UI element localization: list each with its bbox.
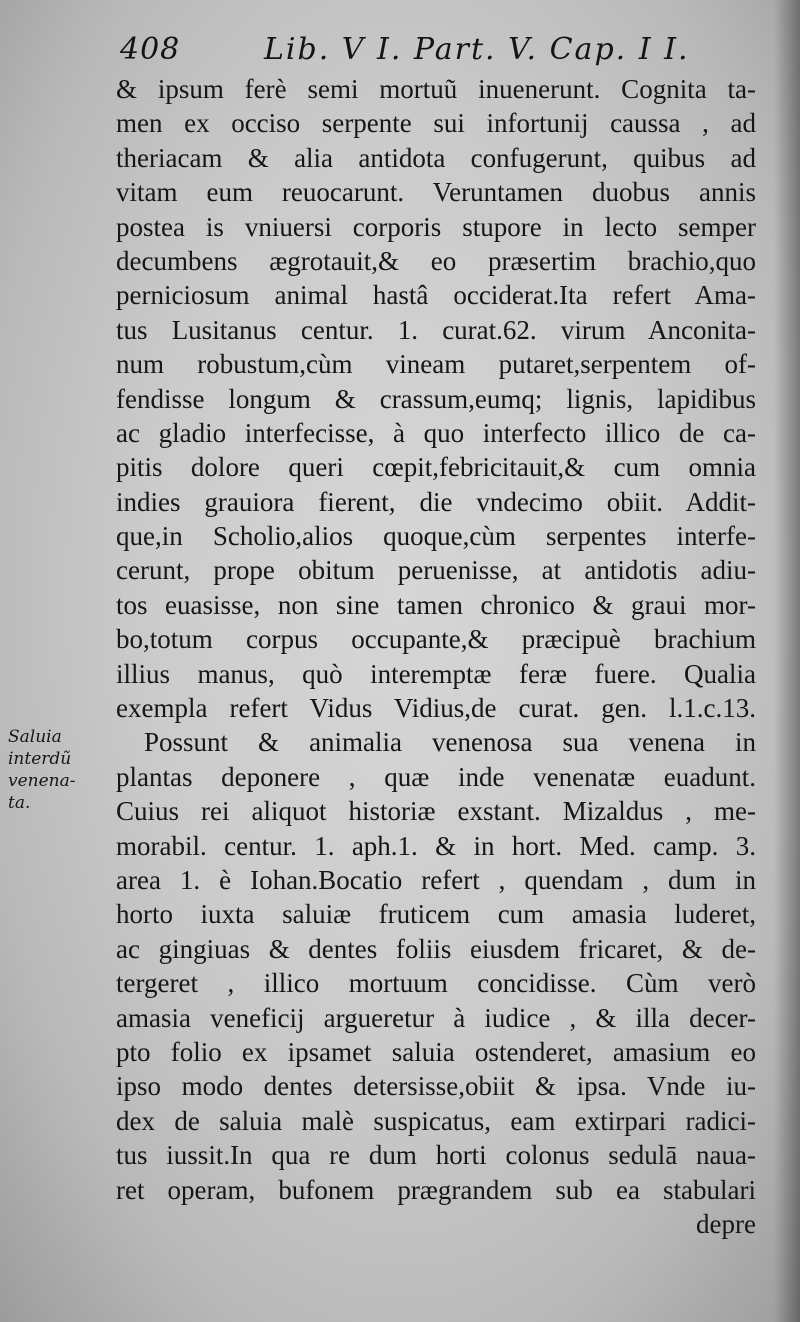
text-line: men ex occiso serpente sui infortunij caussa , ad: [116, 108, 756, 139]
text-line: pitis dolore queri cœpit,febricitauit,& cum omnia: [116, 452, 756, 483]
running-head: [114, 28, 754, 72]
text-line: ac gladio interfecisse, à quo interfecto illico de ca-: [116, 417, 756, 448]
text-line: tos euasisse, non sine tamen chronico & graui mor-: [116, 589, 756, 620]
text-line: morabil. centur. 1. aph.1. & in hort. Med. camp. 3.: [116, 830, 756, 861]
text-line: vitam eum reuocarunt. Veruntamen duobus annis: [116, 177, 756, 208]
running-head-title: Lib. V I. Part. V. Cap. I I.: [264, 32, 690, 67]
page-edge-shadow: [774, 0, 800, 1322]
text-line: theriacam & alia antidota confugerunt, quibus ad: [116, 142, 756, 173]
text-line: tus Lusitanus centur. 1. curat.62. virum Anconita-: [116, 314, 756, 345]
text-line: bo,totum corpus occupante,& præcipuè brachium: [116, 624, 756, 655]
text-line: amasia veneficij argueretur à iudice , & illa decer-: [116, 1002, 756, 1033]
text-line: Possunt & animalia venenosa sua venena in: [144, 727, 756, 758]
text-line: ac gingiuas & dentes foliis eiusdem fricaret, & de-: [116, 933, 756, 964]
text-line: pto folio ex ipsamet saluia ostenderet, amasium eo: [116, 1036, 756, 1067]
catchword: depre: [696, 1208, 756, 1239]
text-line: area 1. è Iohan.Bocatio refert , quendam , dum in: [116, 864, 756, 895]
text-line: ipso modo dentes detersisse,obiit & ipsa. Vnde iu-: [116, 1071, 756, 1102]
margin-note-line: interdũ: [8, 749, 72, 769]
text-line: & ipsum ferè semi mortuũ inuenerunt. Cognita ta-: [116, 74, 756, 104]
text-line: plantas deponere , quæ inde venenatæ euadunt.: [116, 761, 756, 792]
margin-note-line: ta.: [8, 793, 31, 813]
text-line: cerunt, prope obitum peruenisse, at antidotis adiu-: [116, 555, 756, 586]
text-line: tus iussit.In qua re dum horti colonus sedulā naua-: [116, 1140, 756, 1171]
text-line: indies grauiora fierent, die vndecimo obiit. Addit-: [116, 486, 756, 517]
text-line: Cuius rei aliquot historiæ exstant. Mizaldus , me-: [116, 796, 756, 827]
text-line: horto iuxta saluiæ fruticem cum amasia luderet,: [116, 899, 756, 930]
text-line: que,in Scholio,alios quoque,cùm serpentes interfe-: [116, 521, 756, 552]
text-line: perniciosum animal hastâ occiderat.Ita refert Ama-: [116, 280, 756, 311]
text-line: fendisse longum & crassum,eumq; lignis, lapidibus: [116, 383, 756, 414]
margin-note-line: Saluia: [8, 727, 62, 747]
text-line: dex de saluia malè suspicatus, eam extirpari radici-: [116, 1105, 756, 1136]
text-line: num robustum,cùm vineam putaret,serpentem of-: [116, 349, 756, 380]
margin-note-line: venena-: [8, 771, 76, 791]
text-line: decumbens ægrotauit,& eo præsertim brachio,quo: [116, 245, 756, 276]
text-line: exempla refert Vidus Vidius,de curat. gen. l.1.c.13.: [116, 693, 756, 724]
body-text: [116, 72, 756, 1241]
text-line: ret operam, bufonem prægrandem sub ea stabulari: [116, 1174, 756, 1205]
text-line: postea is vniuersi corporis stupore in lecto semper: [116, 211, 756, 242]
text-line: illius manus, quò interemptæ feræ fuere. Qualia: [116, 658, 756, 689]
page-number: 408: [120, 32, 181, 67]
text-line: tergeret , illico mortuum concidisse. Cùm verò: [116, 968, 756, 999]
margin-note: [8, 726, 108, 814]
